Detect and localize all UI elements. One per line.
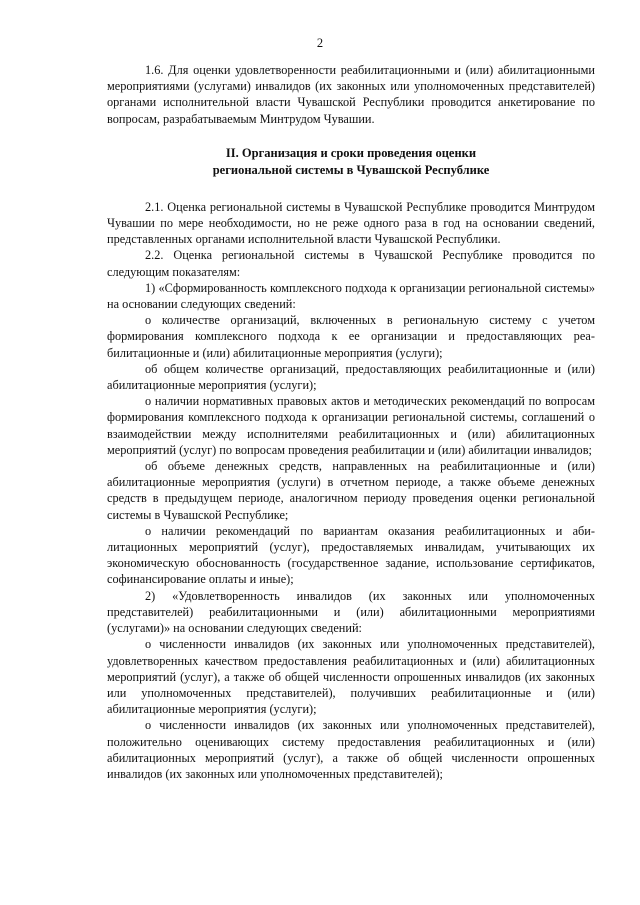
paragraph-2-2: 2.2. Оценка региональной системы в Чувашской Республике проводится по следующим показателям: [107, 248, 595, 279]
document-body [107, 62, 595, 782]
indicator-1-item-3: о наличии нормативных правовых актов и методических рекомендаций по вопросам формирования комплексного подхода к организации региональной системы, соглашений о взаимодействии между исполнителями реабилитационных и (или) абилитационных мероприятий (услуг) по вопросам проведения реабилитации и (или) абилитации инвалидов; [107, 394, 595, 457]
indicator-1-item-1: о количестве организаций, включенных в региональную систему с учетом формирования комплексного подхода к ее организации и предоставляющих реабилитационные и (или) абилитационные мероприятия (услуги); [107, 313, 595, 360]
indicator-1-item-5: о наличии рекомендаций по вариантам оказания реабилитационных и абилитационных мероприятий (услуг), предоставляемых инвалидам, учитывающих их экономическую обоснованность (государственное задание, использование сертификатов, софинансирование оплаты и иные); [107, 523, 595, 587]
indicator-2-item-2: о численности инвалидов (их законных или уполномоченных представителей), положительно оценивающих систему предоставления реабилитационных и (или) абилитационных мероприятий (услуг), а также об общей численности опрошенных инвалидов (их законных или уполномоченных представителей); [107, 718, 595, 781]
spacer [107, 127, 595, 145]
indicator-2-item-1: о численности инвалидов (их законных или уполномоченных представителей), удовлетворенных качеством предоставления реабилитационных и (или) абилитационных мероприятий (услуг), а также об общей численности опрошенных инвалидов (их законных или уполномоченных представителей), получивших реабилитационные и (или) абилитационные мероприятия (услуги); [107, 637, 595, 717]
section-heading-line-1: II. Организация и сроки проведения оценки [225, 145, 477, 160]
spacer [107, 179, 595, 199]
indicator-1-item-4: об объеме денежных средств, направленных на реабилитационные и (или) абилитационные мероприятия (услуги) в отчетном периоде, а также объеме денежных средств в предыдущем периоде, аналогичном периоду проведения оценки региональной системы в Чувашской Республике; [107, 459, 595, 522]
paragraph-1-6: 1.6. Для оценки удовлетворенности реабилитационными и (или) абилитационными мероприятиями (услугами) инвалидов (их законных или уполномоченных представителей) органами исполнительной власти Чувашской Республики проводится анкетирование по вопросам, разрабатываемым Минтрудом Чувашии. [107, 63, 595, 126]
section-heading-line-2: региональной системы в Чувашской Республике [212, 162, 490, 177]
indicator-1: 1) «Сформированность комплексного подхода к организации региональной системы» на основании следующих сведений: [107, 280, 595, 312]
page-number: 2 [316, 36, 324, 50]
indicator-2: 2) «Удовлетворенность инвалидов (их законных или уполномоченных представителей) реабилитационными и (или) абилитационными мероприятиями (услугами)» на основании следующих сведений: [107, 588, 595, 636]
paragraph-2-1: 2.1. Оценка региональной системы в Чувашской Республике проводится Минтрудом Чувашии по мере необходимости, но не реже одного раза в год на основании сведений, представленных органами исполнительной власти Чувашской Республики. [107, 199, 595, 247]
indicator-1-item-2: об общем количестве организаций, предоставляющих реабилитационные и (или) абилитационные мероприятия (услуги); [107, 361, 595, 393]
